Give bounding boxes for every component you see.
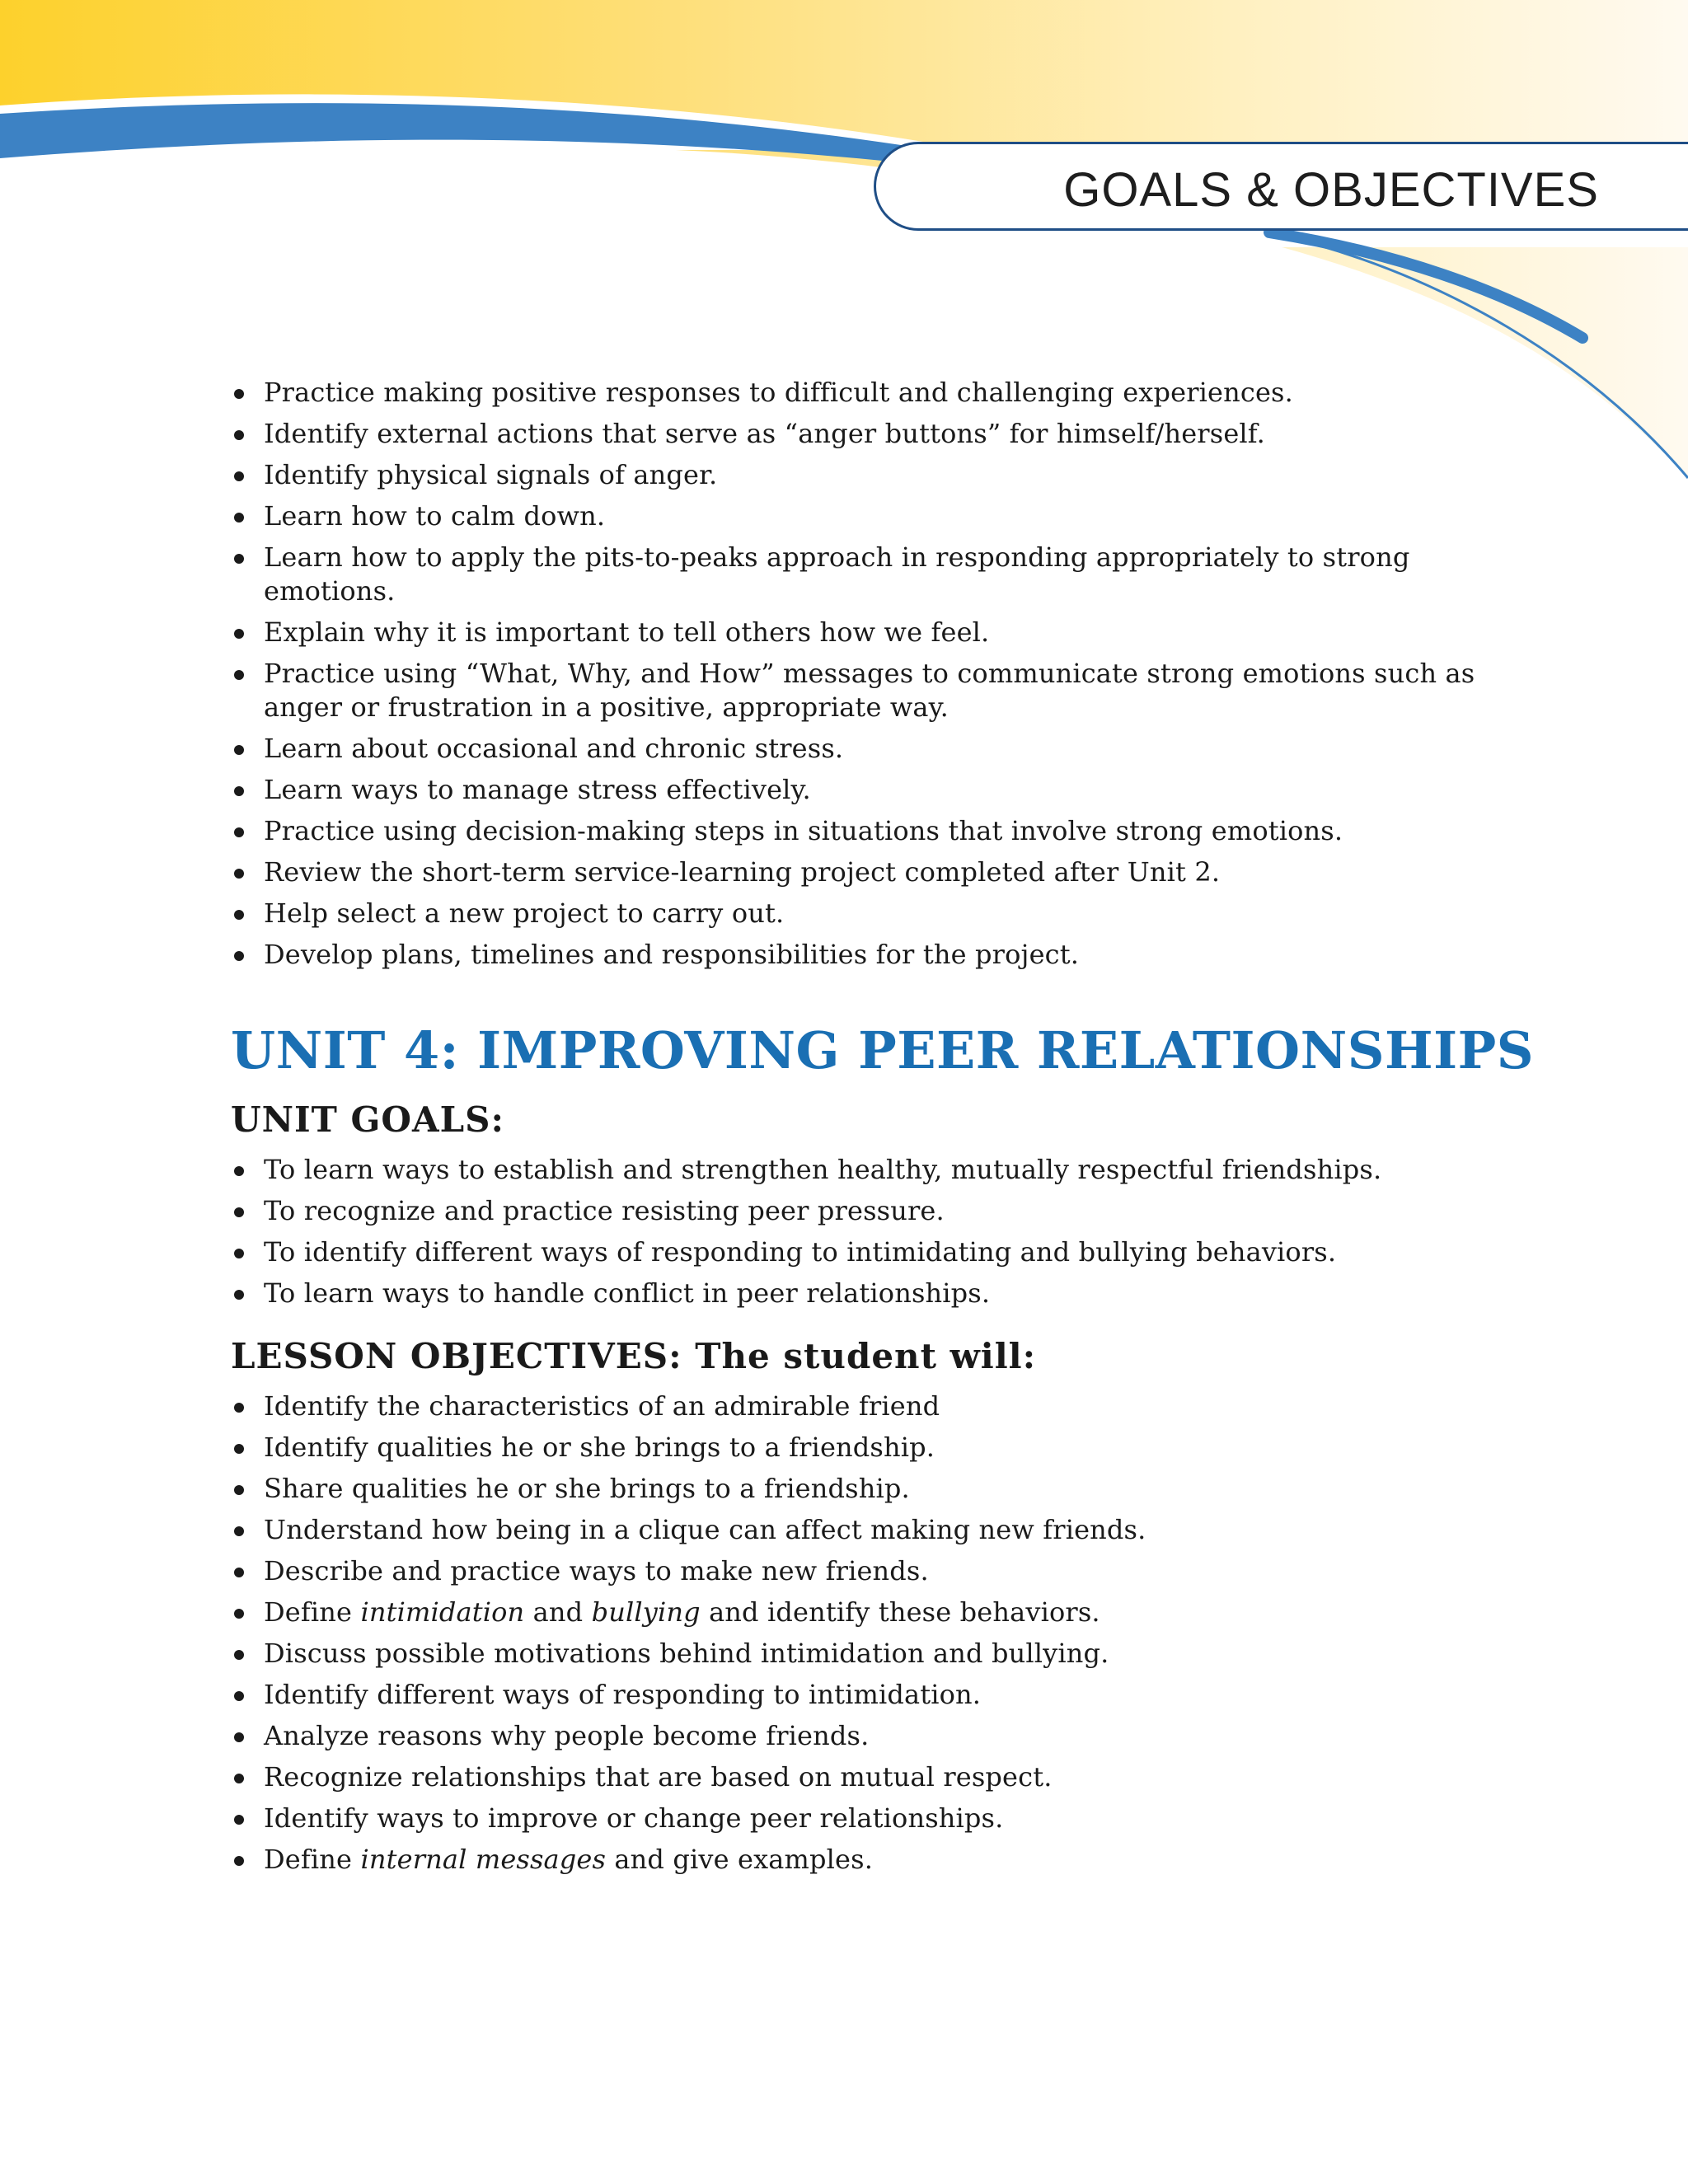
list-item: Identify different ways of responding to intimidation. [231, 1678, 1484, 1712]
unit-goals-heading: UNIT GOALS: [231, 1099, 504, 1140]
term-internal-messages: internal messages [360, 1844, 607, 1875]
list-item: To learn ways to establish and strengthen healthy, mutually respectful friendships. [231, 1153, 1484, 1187]
list-item: Learn how to apply the pits-to-peaks approach in responding appropriately to strong emotions. [231, 541, 1484, 608]
list-item: Identify ways to improve or change peer relationships. [231, 1802, 1484, 1835]
list-item: To recognize and practice resisting peer pressure. [231, 1194, 1484, 1228]
item-text: and identify these behaviors. [700, 1596, 1100, 1628]
unit-goals-list [231, 1153, 1484, 1310]
list-item: Learn ways to manage stress effectively. [231, 773, 1484, 807]
list-item: Recognize relationships that are based on mutual respect. [231, 1760, 1484, 1794]
list-item: Learn about occasional and chronic stress. [231, 732, 1484, 766]
list-item: Describe and practice ways to make new friends. [231, 1554, 1484, 1588]
list-item: Share qualities he or she brings to a friendship. [231, 1472, 1484, 1506]
list-item [231, 1843, 1484, 1877]
list-item: Help select a new project to carry out. [231, 897, 1484, 930]
list-item: Practice using decision-making steps in situations that involve strong emotions. [231, 814, 1484, 848]
lesson-objectives-list [231, 1390, 1484, 1877]
continued-objectives-list [231, 376, 1484, 972]
term-bullying: bullying [591, 1596, 701, 1628]
section-title-tab [874, 142, 1688, 231]
list-item: Practice making positive responses to difficult and challenging experiences. [231, 376, 1484, 410]
item-text: and [524, 1596, 592, 1628]
list-item: Discuss possible motivations behind intimidation and bullying. [231, 1637, 1484, 1671]
list-item: Learn how to calm down. [231, 499, 1484, 533]
list-item [231, 1596, 1484, 1629]
lesson-objectives-heading: LESSON OBJECTIVES: The student will: [231, 1336, 1037, 1376]
list-item: To identify different ways of responding to intimidating and bullying behaviors. [231, 1235, 1484, 1269]
item-text: Define [264, 1596, 361, 1628]
item-text: Define [264, 1844, 361, 1875]
list-item: Review the short-term service-learning project completed after Unit 2. [231, 855, 1484, 889]
list-item: Understand how being in a clique can affect making new friends. [231, 1513, 1484, 1547]
list-item: To learn ways to handle conflict in peer relationships. [231, 1277, 1484, 1310]
list-item: Identify external actions that serve as “anger buttons” for himself/herself. [231, 417, 1484, 451]
list-item: Explain why it is important to tell others how we feel. [231, 616, 1484, 649]
list-item: Identify the characteristics of an admirable friend [231, 1390, 1484, 1423]
term-intimidation: intimidation [360, 1596, 525, 1628]
list-item: Develop plans, timelines and responsibilities for the project. [231, 938, 1484, 972]
item-text: and give examples. [606, 1844, 874, 1875]
list-item: Identify physical signals of anger. [231, 458, 1484, 492]
section-title: GOALS & OBJECTIVES [1063, 163, 1599, 217]
page-content [231, 376, 1534, 1884]
unit-title: UNIT 4: IMPROVING PEER RELATIONSHIPS [231, 1020, 1534, 1080]
list-item: Analyze reasons why people become friends. [231, 1719, 1484, 1753]
list-item: Identify qualities he or she brings to a friendship. [231, 1431, 1484, 1465]
list-item: Practice using “What, Why, and How” messages to communicate strong emotions such as anger or frustration in a positive, appropriate way. [231, 657, 1484, 724]
